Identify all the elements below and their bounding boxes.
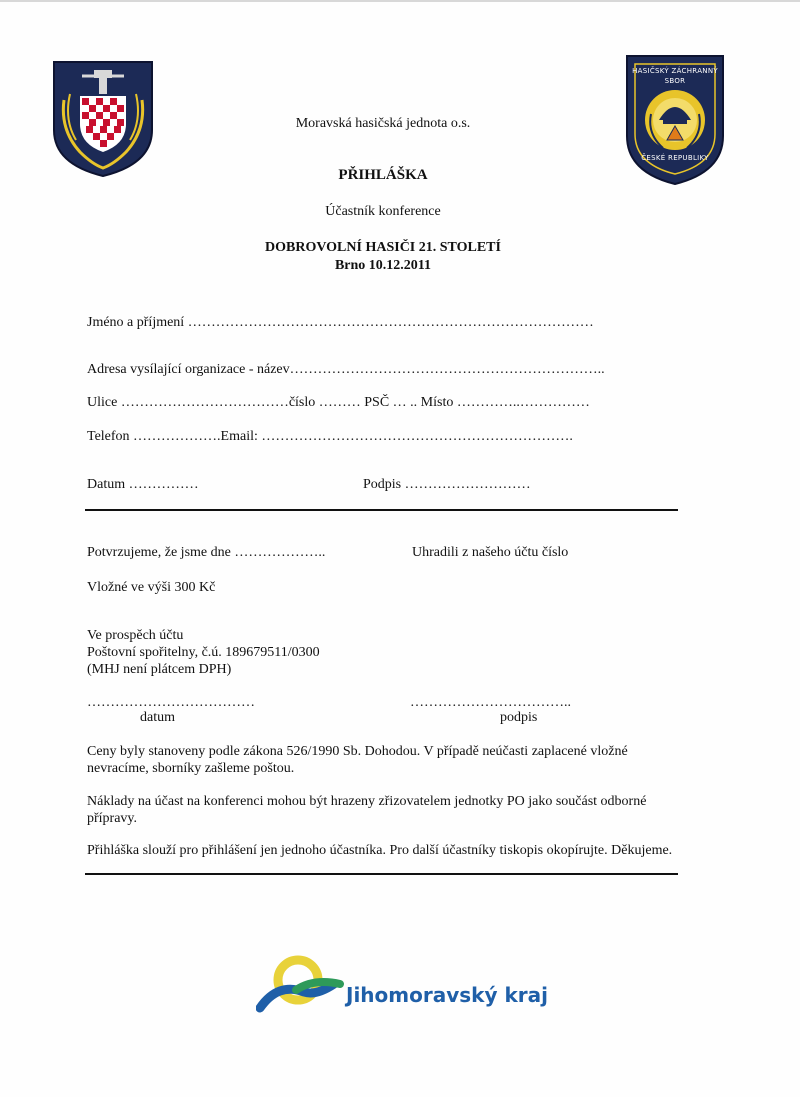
note-single-participant: Přihláška slouží pro přihlášení jen jednoho účastníka. Pro další účastníky tiskopis okopírujte. Děkujeme. — [87, 843, 673, 858]
account-line-1: Ve prospěch účtu — [87, 628, 184, 643]
section-divider — [85, 509, 678, 511]
date-caption: datum — [140, 710, 175, 725]
fee-text: Vložné ve výši 300 Kč — [87, 580, 216, 595]
bottom-divider — [85, 873, 678, 875]
date-dotted-line[interactable]: ……………………………… — [87, 695, 255, 710]
organization-name: Moravská hasičská jednota o.s. — [295, 116, 471, 131]
emblem-top-text: HASIČSKÝ ZÁCHRANNÝ SBOR — [632, 67, 718, 85]
event-name: DOBROVOLNÍ HASIČI 21. STOLETÍ — [265, 240, 501, 255]
account-line-3: (MHJ není plátcem DPH) — [87, 662, 232, 677]
signature-caption: podpis — [500, 710, 538, 725]
form-subtitle: Účastník konference — [325, 204, 441, 219]
street-field[interactable]: Ulice ………………………………číslo ……… PSČ … .. Místo …………..…………… — [87, 395, 590, 410]
note-prices: Ceny byly stanoveny podle zákona 526/1990 Sb. Dohodou. V případě neúčasti zaplacené vložné nevracíme, sborníky zašleme poštou. — [87, 744, 628, 776]
note-costs: Náklady na účast na konferenci mohou být hrazeny zřizovatelem jednotky PO jako součást odborné přípravy. — [87, 794, 647, 826]
signature-dotted-line[interactable]: …………………………….. — [410, 695, 571, 710]
scan-edge — [0, 0, 800, 2]
name-field[interactable]: Jméno a příjmení …………………………………………………………………………… — [87, 315, 594, 330]
organization-address-field[interactable]: Adresa vysílající organizace - název………………………………………………………….. — [87, 362, 605, 377]
event-place-date: Brno 10.12.2011 — [334, 258, 432, 273]
signature-field[interactable]: Podpis ……………………… — [363, 477, 531, 492]
confirmation-text: Potvrzujeme, že jsme dne ……………….. — [87, 545, 326, 560]
account-line-2: Poštovní spořitelny, č.ú. 189679511/0300 — [87, 645, 320, 660]
phone-email-field[interactable]: Telefon ……………….Email: …………………………………………………………. — [87, 429, 573, 444]
form-title: PŘIHLÁŠKA — [338, 167, 428, 183]
region-brand-name: Jihomoravský kraj — [346, 983, 548, 1007]
region-logo-icon — [256, 954, 346, 1014]
date-field[interactable]: Datum …………… — [87, 477, 199, 492]
paid-from-account-text: Uhradili z našeho účtu číslo — [412, 545, 569, 560]
emblem-bottom-text: ČESKÉ REPUBLIKY — [641, 154, 709, 162]
